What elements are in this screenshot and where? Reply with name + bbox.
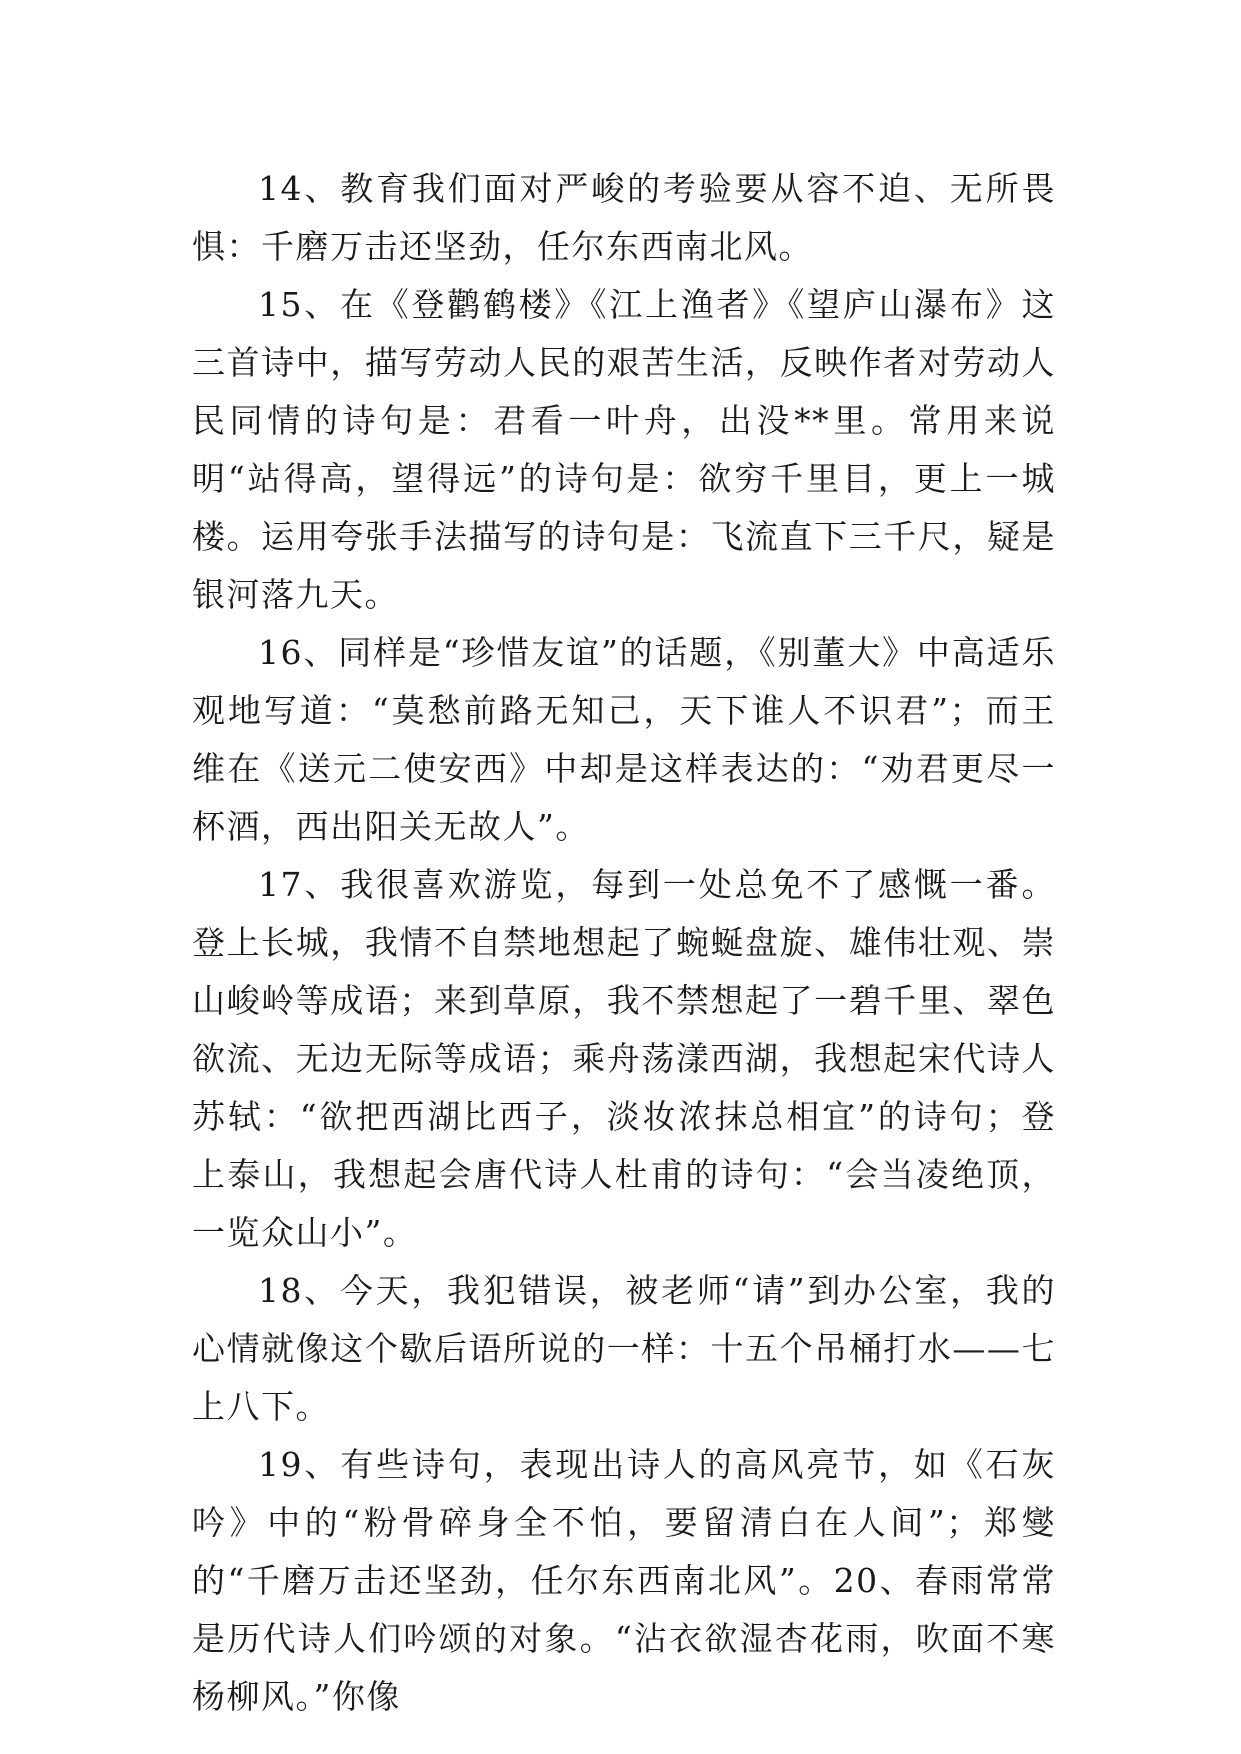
paragraph-19: 19、有些诗句，表现出诗人的高风亮节，如《石灰吟》中的“粉骨碎身全不怕，要留清白在人间”；郑燮的“千磨万击还坚劲，任尔东西南北风”。20、春雨常常是历代诗人们吟颂的对象。“沾衣欲湿杏花雨，吹面不寒杨柳风。”你像 — [192, 1445, 1056, 1716]
paragraph-18: 18、今天，我犯错误，被老师“请”到办公室，我的心情就像这个歇后语所说的一样：十五个吊桶打水——七上八下。 — [192, 1271, 1056, 1426]
paragraph-16: 16、同样是“珍惜友谊”的话题，《别董大》中高适乐观地写道：“莫愁前路无知己，天下谁人不识君”；而王维在《送元二使安西》中却是这样表达的：“劝君更尽一杯酒，西出阳关无故人”。 — [192, 633, 1056, 846]
paragraph-17: 17、我很喜欢游览，每到一处总免不了感慨一番。登上长城，我情不自禁地想起了蜿蜒盘旋、雄伟壮观、崇山峻岭等成语；来到草原，我不禁想起了一碧千里、翠色欲流、无边无际等成语；乘舟荡漾西湖，我想起宋代诗人苏轼：“欲把西湖比西子，淡妆浓抹总相宜”的诗句；登上泰山，我想起会唐代诗人杜甫的诗句：“会当凌绝顶，一览众山小”。 — [192, 865, 1056, 1252]
document-body — [192, 160, 1056, 1726]
paragraph-14: 14、教育我们面对严峻的考验要从容不迫、无所畏惧：千磨万击还坚劲，任尔东西南北风。 — [192, 169, 1056, 266]
paragraph-15: 15、在《登鹳鹤楼》《江上渔者》《望庐山瀑布》这三首诗中，描写劳动人民的艰苦生活，反映作者对劳动人民同情的诗句是：君看一叶舟，出没**里。常用来说明“站得高，望得远”的诗句是：欲穷千里目，更上一城楼。运用夸张手法描写的诗句是：飞流直下三千尺，疑是银河落九天。 — [192, 285, 1056, 614]
